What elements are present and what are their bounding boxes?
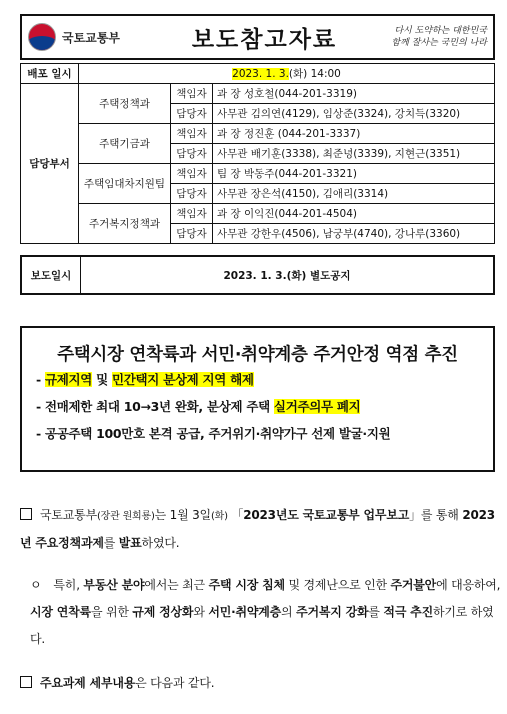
highlight-text: 규제지역 (44, 372, 93, 387)
highlight-text: 실거주의무 폐지 (273, 399, 361, 414)
bold-text: 주거복지 강화 (296, 605, 369, 619)
bold-text: 규제 정상화 (132, 605, 194, 619)
body-paragraph-3 (20, 670, 214, 697)
distribution-row (21, 64, 495, 84)
release-row (20, 255, 495, 295)
text: 를 (368, 605, 384, 619)
role-label: 책임자 (171, 164, 213, 184)
text: 와 (193, 605, 209, 619)
bold-text: 주요과제 세부내용 (40, 676, 136, 690)
text: 및 경제난으로 인한 (284, 578, 391, 592)
summary-box (20, 326, 495, 472)
text: 는 1월 3일 (154, 508, 211, 522)
distribution-date-value: 2023. 1. 3. (232, 68, 289, 80)
ministry-logo (22, 16, 152, 58)
dept-name: 주거복지정책과 (79, 204, 171, 244)
bold-text: 시장 연착륙 (30, 605, 91, 619)
role-label: 책임자 (171, 204, 213, 224)
role-label: 담당자 (171, 184, 213, 204)
press-header (20, 14, 495, 60)
bold-text: 2023년도 국토교통부 업무보고 (243, 508, 410, 522)
summary-bullet-2 (36, 393, 493, 420)
text: 은 다음과 같다. (135, 676, 215, 690)
role-label: 책임자 (171, 84, 213, 104)
square-bullet-icon (20, 676, 32, 688)
dept-name: 주택정책과 (79, 84, 171, 124)
manager-contact: 과 장 이익진(044-201-4504) (213, 204, 495, 224)
departments-label: 담당부서 (21, 84, 79, 244)
distribution-date (79, 64, 495, 84)
bullet-text: - 공공주택 100만호 본격 공급, 주거위기·취약가구 선제 발굴·지원 (36, 426, 391, 441)
manager-contact: 팀 장 박동주(044-201-3321) (213, 164, 495, 184)
document-title: 보도참고자료 (191, 26, 338, 53)
release-label: 보도일시 (22, 257, 81, 293)
bold-text: 적극 추진 (383, 605, 433, 619)
bold-text: 주택 시장 침체 (208, 578, 285, 592)
release-value: 2023. 1. 3.(화) 별도공지 (223, 269, 351, 282)
dept-row (21, 164, 495, 184)
summary-bullet-3 (36, 420, 493, 447)
role-label: 담당자 (171, 224, 213, 244)
bullet-dash: - (36, 372, 45, 387)
role-label: 담당자 (171, 144, 213, 164)
text: 」를 통해 (409, 508, 463, 522)
square-bullet-icon (20, 508, 32, 520)
slogan (377, 25, 493, 49)
dept-row (21, 204, 495, 224)
staff-contact: 사무관 강한우(4506), 남궁부(4740), 강나루(3360) (213, 224, 495, 244)
dept-row (21, 84, 495, 104)
distribution-label: 배포 일시 (21, 64, 79, 84)
text: 에 대응하여, (436, 578, 501, 592)
staff-contact: 사무관 배기훈(3338), 최준녕(3339), 지현근(3351) (213, 144, 495, 164)
bold-text: 주거불안 (390, 578, 437, 592)
role-label: 담당자 (171, 104, 213, 124)
slogan-line-1: 다시 도약하는 대한민국 (394, 26, 487, 36)
manager-contact: 과 장 정진훈 (044-201-3337) (213, 124, 495, 144)
text: 하였다. (141, 536, 180, 550)
dept-row (21, 124, 495, 144)
contact-table (20, 63, 495, 244)
distribution-time: (화) 14:00 (288, 68, 341, 80)
role-label: 책임자 (171, 124, 213, 144)
staff-contact: 사무관 장은석(4150), 김애리(3314) (213, 184, 495, 204)
ministry-name: 국토교통부 (62, 30, 120, 45)
body-paragraph-1 (20, 502, 500, 557)
bullet-text: 및 (92, 372, 112, 387)
staff-contact: 사무관 김의연(4129), 임상준(3324), 강치득(3320) (213, 104, 495, 124)
summary-headline: 주택시장 연착륙과 서민·취약계층 주거안정 역점 추진 (57, 345, 458, 365)
dept-name: 주택임대차지원팀 (79, 164, 171, 204)
text: 를 (103, 536, 119, 550)
text: 에서는 최근 (144, 578, 209, 592)
text: 하기로 하였다. (30, 605, 494, 646)
text: 을 위한 (90, 605, 133, 619)
text: 의 (281, 605, 297, 619)
bullet-text: - 전매제한 최대 10→3년 완화, 분상제 주택 (36, 399, 274, 414)
text: 국토교통부 (40, 508, 97, 522)
bold-text: 부동산 분야 (83, 578, 145, 592)
body-paragraph-2 (30, 572, 502, 653)
text: 특히, (53, 578, 84, 592)
bold-text: 발표 (118, 536, 142, 550)
bold-text: 서민·취약계층 (208, 605, 282, 619)
manager-contact: 과 장 성호철(044-201-3319) (213, 84, 495, 104)
dept-name: 주택기금과 (79, 124, 171, 164)
slogan-line-2: 함께 잘사는 국민의 나라 (391, 38, 487, 48)
circle-bullet-icon: ㅇ (30, 578, 42, 592)
taegeuk-emblem-icon (28, 23, 56, 51)
highlight-text: 민간택지 분상제 지역 해제 (111, 372, 254, 387)
bold-text: 2023년 주요정책과제 (20, 508, 495, 550)
text: 「 (227, 508, 244, 522)
text: (화) (210, 511, 228, 522)
text: (장관 원희룡) (96, 511, 155, 522)
summary-bullet-1 (36, 366, 493, 393)
